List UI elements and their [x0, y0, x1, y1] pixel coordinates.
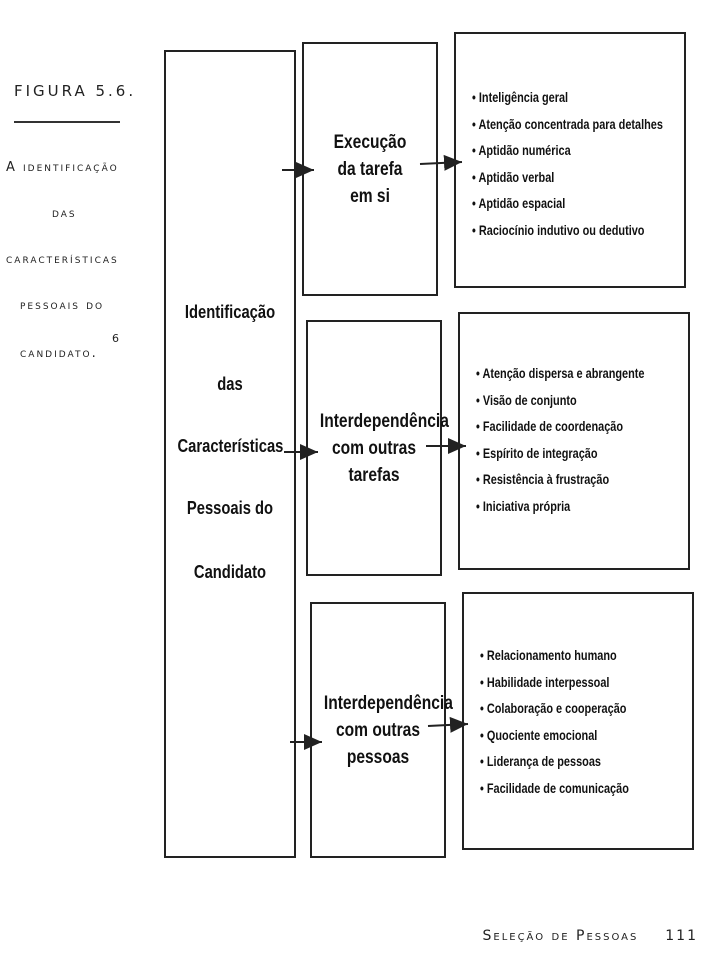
list-item: • Iniciativa própria — [476, 493, 645, 520]
figure-label: FIGURA 5.6. — [14, 82, 137, 100]
left-box-line: das — [217, 374, 243, 394]
page-footer — [482, 928, 698, 944]
category-label: Interdependência com outras pessoas — [323, 692, 453, 768]
list-item: • Facilidade de comunicação — [480, 775, 629, 802]
list-item: • Facilidade de coordenação — [476, 413, 645, 440]
category-label: Interdependência com outras tarefas — [319, 410, 449, 486]
left-box-line: Características — [177, 436, 284, 456]
list-item: • Visão de conjunto — [476, 387, 645, 414]
list-item: • Atenção dispersa e abrangente — [476, 360, 645, 387]
list-item: • Aptidão espacial — [472, 190, 663, 217]
caption-line: A identificação — [6, 160, 119, 175]
caption-line: pessoais do — [20, 298, 105, 313]
list-item: • Colaboração e cooperação — [480, 695, 629, 722]
arrow-row1-to-skills — [420, 162, 462, 164]
list-item: • Atenção concentrada para detalhes — [472, 111, 663, 138]
left-box-line: Pessoais do — [186, 498, 274, 518]
list-item: • Resistência à frustração — [476, 466, 645, 493]
caption-line: das — [52, 206, 77, 221]
footnote-marker: 6 — [112, 332, 121, 345]
left-box-line: Candidato — [193, 562, 267, 582]
list-item: • Quociente emocional — [480, 722, 629, 749]
page-number: 111 — [665, 928, 698, 944]
list-item: • Relacionamento humano — [480, 642, 629, 669]
caption-line: características — [6, 252, 119, 267]
arrow-row3-to-skills — [428, 724, 468, 726]
list-item: • Espírito de integração — [476, 440, 645, 467]
list-item: • Liderança de pessoas — [480, 748, 629, 775]
list-item: • Raciocínio indutivo ou dedutivo — [472, 217, 663, 244]
list-item: • Aptidão numérica — [472, 137, 663, 164]
list-item: • Habilidade interpessoal — [480, 669, 629, 696]
section-title: Seleção de Pessoas — [482, 928, 639, 944]
category-label: Execução da tarefa em si — [333, 131, 407, 207]
list-item: • Aptidão verbal — [472, 164, 663, 191]
caption-line: candidato. — [20, 346, 98, 361]
list-item: • Inteligência geral — [472, 84, 663, 111]
left-box-line: Identificação — [184, 302, 276, 322]
